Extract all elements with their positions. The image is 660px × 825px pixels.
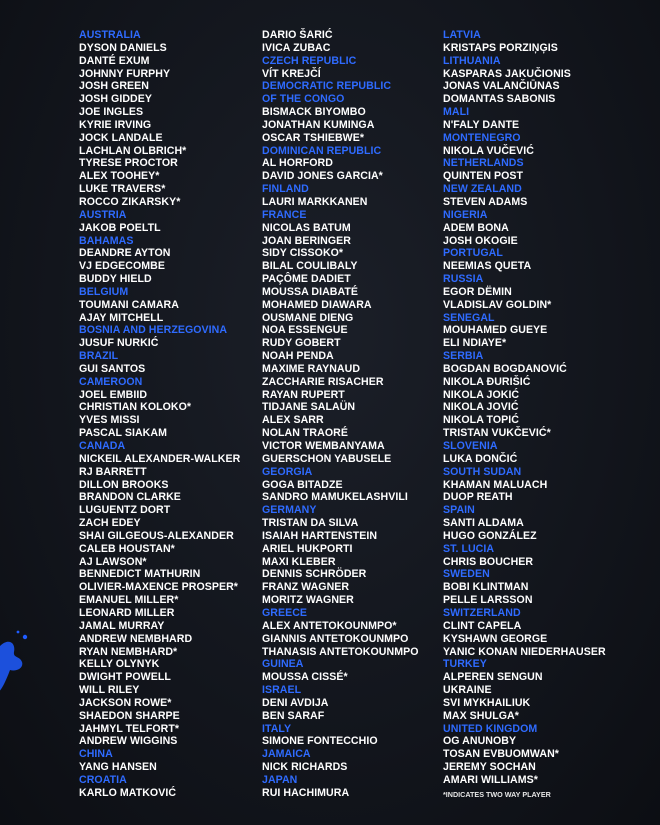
player-name: SHAI GILGEOUS-ALEXANDER [79,529,234,542]
country-heading: ISRAEL [262,684,302,697]
player-name: OSCAR TSHIEBWE* [262,131,364,144]
player-name: EMANUEL MILLER* [79,594,179,607]
player-name: PAÇÔME DADIET [262,273,351,286]
player-name: KASPARAS JAKUČIONIS [443,67,571,80]
player-name: NEEMIAS QUETA [443,260,532,273]
player-name: RYAN NEMBHARD* [79,645,178,658]
player-name: DOMANTAS SABONIS [443,93,556,106]
player-name: IVICA ZUBAC [262,41,331,54]
country-heading: RUSSIA [443,273,484,286]
player-name: NIKOLA TOPIĆ [443,414,519,427]
country-heading: SERBIA [443,350,484,363]
player-name: MOHAMED DIAWARA [262,298,372,311]
player-name: RAYAN RUPERT [262,388,345,401]
two-way-player-footnote: *INDICATES TWO WAY PLAYER [443,789,551,799]
player-name: GOGA BITADZE [262,478,343,491]
country-column-3 [443,29,606,801]
player-name: MAXIME RAYNAUD [262,362,361,375]
player-name: ALEX SARR [262,414,324,427]
country-heading: SENEGAL [443,311,495,324]
country-heading: NEW ZEALAND [443,183,522,196]
player-name: BOGDAN BOGDANOVIĆ [443,362,567,375]
player-name: GUI SANTOS [79,362,146,375]
player-name: SVI MYKHAILIUK [443,696,531,709]
player-name: JACKSON ROWE* [79,696,172,709]
country-heading: GERMANY [262,504,317,517]
player-name: VICTOR WEMBANYAMA [262,440,385,452]
player-name: JEREMY SOCHAN [443,761,536,774]
player-name: NIKOLA ĐURIŠIĆ [443,375,531,388]
country-column-1 [79,29,240,800]
player-name: SANDRO MAMUKELASHVILI [262,491,408,504]
player-name: NICK RICHARDS [262,761,348,774]
country-heading: BELGIUM [79,285,129,298]
player-name: OG ANUNOBY [443,735,517,748]
player-name: LUKE TRAVERS* [79,183,166,196]
player-name: DYSON DANIELS [79,41,167,54]
player-name: JOHNNY FURPHY [79,67,171,80]
country-heading: CAMEROON [79,375,143,388]
country-heading: MALI [443,106,470,119]
country-heading: DOMINICAN REPUBLIC [262,144,382,157]
player-name: SIDY CISSOKO* [262,247,344,260]
country-heading: NIGERIA [443,208,488,221]
player-name: TYRESE PROCTOR [79,157,178,170]
country-heading: BRAZIL [79,350,119,363]
player-name: NOA ESSENGUE [262,324,348,337]
country-heading: GUINEA [262,658,304,671]
player-name: ROCCO ZIKARSKY* [79,195,181,208]
country-heading: SOUTH SUDAN [443,465,522,478]
player-name: JOSH GREEN [79,80,149,93]
player-name: FRANZ WAGNER [262,581,350,594]
player-name: GIANNIS ANTETOKOUNMPO [262,632,409,645]
player-name: TIDJANE SALAÜN [262,401,356,414]
player-name: AJ LAWSON* [79,555,147,568]
country-heading: TURKEY [443,658,487,671]
player-name: ALPEREN SENGUN [443,671,543,684]
player-name: RUDY GOBERT [262,337,341,350]
player-name: BUDDY HIELD [79,273,152,286]
player-name: JUSUF NURKIĆ [79,337,159,350]
player-name: DUOP REATH [443,491,513,504]
country-heading: AUSTRIA [79,208,127,221]
country-heading: CANADA [79,440,126,452]
player-name: KHAMAN MALUACH [443,478,548,491]
player-name: SHAEDON SHARPE [79,709,180,722]
player-name: LUKA DONČIĆ [443,452,518,465]
player-name: OUSMANE DIENG [262,311,354,324]
player-name: AJAY MITCHELL [79,311,164,324]
player-name: BRANDON CLARKE [79,491,181,504]
player-name: DENNIS SCHRÖDER [262,568,367,581]
player-name: TRISTAN VUKČEVIĆ* [443,427,551,440]
player-name: JOAN BERINGER [262,234,351,247]
country-heading: CHINA [79,748,113,761]
player-name: ZACCHARIE RISACHER [262,375,384,388]
player-name: KRISTAPS PORZIŅĢIS [443,41,558,54]
player-name: LEONARD MILLER [79,606,175,619]
player-name: ISAIAH HARTENSTEIN [262,529,378,542]
player-name: KELLY OLYNYK [79,658,160,671]
country-heading: JAMAICA [262,748,311,761]
player-name: NIKOLA VUČEVIĆ [443,144,534,157]
country-heading: CZECH REPUBLIC [262,54,357,67]
player-name: AMARI WILLIAMS* [443,773,538,786]
player-name: JONATHAN KUMINGA [262,118,375,131]
player-name: ALEX TOOHEY* [79,170,160,183]
player-name: NIKOLA JOKIĆ [443,388,520,401]
country-heading: FINLAND [262,183,309,196]
player-name: TOUMANI CAMARA [79,298,179,311]
country-heading: CROATIA [79,773,127,786]
player-name: CHRISTIAN KOLOKO* [79,401,192,414]
player-name: THANASIS ANTETOKOUNMPO [262,645,419,658]
country-heading: PORTUGAL [443,247,503,260]
player-name: MOUSSA CISSÉ* [262,671,348,684]
player-name: CLINT CAPELA [443,619,522,632]
player-name: NICKEIL ALEXANDER-WALKER [79,452,241,465]
country-heading: FRANCE [262,208,307,221]
country-heading: LITHUANIA [443,54,501,67]
player-name: JOSH GIDDEY [79,93,152,106]
country-heading: NETHERLANDS [443,157,524,170]
player-name: JOE INGLES [79,106,144,119]
country-heading: GREECE [262,606,308,619]
country-heading: ST. LUCIA [443,542,495,555]
player-name: SIMONE FONTECCHIO [262,735,378,748]
player-name: HUGO GONZÁLEZ [443,529,537,542]
player-name: NOLAN TRAORÉ [262,427,348,440]
player-name: KARLO MATKOVIĆ [79,786,177,799]
player-name: CHRIS BOUCHER [443,555,534,568]
player-name: ARIEL HUKPORTI [262,542,353,555]
country-heading: LATVIA [443,29,481,41]
player-name: YANIC KONAN NIEDERHAUSER [443,645,606,658]
player-name: MAX SHULGA* [443,709,519,722]
country-column-2 [262,29,418,800]
paint-splash-decoration [0,628,34,698]
country-heading: ITALY [262,722,292,735]
player-name: CALEB HOUSTAN* [79,542,175,555]
player-name: N'FALY DANTE [443,118,520,131]
player-name: SANTI ALDAMA [443,517,524,530]
country-heading: GEORGIA [262,465,313,478]
player-name: ALEX ANTETOKOUNMPO* [262,619,397,632]
player-name: TRISTAN DA SILVA [262,517,359,530]
country-heading: JAPAN [262,773,298,786]
player-name: ELI NDIAYE* [443,337,507,350]
player-name: DANTÉ EXUM [79,54,150,67]
player-name: KYRIE IRVING [79,118,152,131]
player-name: OLIVIER-MAXENCE PROSPER* [79,581,238,594]
player-name: JAMAL MURRAY [79,619,165,632]
player-name: VJ EDGECOMBE [79,260,165,273]
player-name: LAURI MARKKANEN [262,195,368,208]
player-name: GUERSCHON YABUSELE [262,452,392,465]
player-name: DEANDRE AYTON [79,247,171,260]
player-name: ANDREW WIGGINS [79,735,178,748]
player-name: DWIGHT POWELL [79,671,171,684]
player-name: MOUHAMED GUEYE [443,324,548,337]
player-name: EGOR DËMIN [443,285,512,298]
player-name: LUGUENTZ DORT [79,504,171,517]
player-name: KYSHAWN GEORGE [443,632,548,645]
player-name: BENNEDICT MATHURIN [79,568,201,581]
player-name: ANDREW NEMBHARD [79,632,193,645]
player-name: BILAL COULIBALY [262,260,358,273]
player-name: NOAH PENDA [262,350,334,363]
country-heading: UNITED KINGDOM [443,722,538,735]
player-name: YANG HANSEN [79,761,157,774]
player-name: MOUSSA DIABATÉ [262,285,359,298]
player-name: DILLON BROOKS [79,478,169,491]
player-name: PASCAL SIAKAM [79,427,167,440]
player-name: BISMACK BIYOMBO [262,106,366,119]
player-name: QUINTEN POST [443,170,524,183]
player-name: JOSH OKOGIE [443,234,518,247]
player-name: TOSAN EVBUOMWAN* [443,748,559,761]
player-name: VLADISLAV GOLDIN* [443,298,552,311]
player-name: RUI HACHIMURA [262,786,350,799]
country-heading: UKRAINE [443,684,492,697]
player-name: BEN SARAF [262,709,325,722]
player-name: DAVID JONES GARCIA* [262,170,383,183]
country-heading: BOSNIA AND HERZEGOVINA [79,324,228,337]
player-name: MAXI KLEBER [262,555,336,568]
player-name: DENI AVDIJA [262,696,329,709]
player-name: JOEL EMBIID [79,388,148,401]
player-name: NICOLAS BATUM [262,221,351,234]
country-heading: SWEDEN [443,568,490,581]
country-heading: DEMOCRATIC REPUBLIC [262,80,392,93]
player-name: NIKOLA JOVIĆ [443,401,519,414]
player-name: BOBI KLINTMAN [443,581,529,594]
player-name: JONAS VALANČIŪNAS [443,80,560,93]
country-heading: SPAIN [443,504,475,517]
player-name: WILL RILEY [79,684,140,697]
country-heading: BAHAMAS [79,234,134,247]
player-name: PELLE LARSSON [443,594,533,607]
player-name: DARIO ŠARIĆ [262,29,333,41]
player-name: ADEM BONA [443,221,509,234]
player-name: YVES MISSI [79,414,140,427]
country-heading: SWITZERLAND [443,606,521,619]
player-name: RJ BARRETT [79,465,147,478]
player-name: ZACH EDEY [79,517,141,530]
country-heading: MONTENEGRO [443,131,521,144]
player-name: STEVEN ADAMS [443,195,528,208]
player-name: JAKOB POELTL [79,221,161,234]
player-name: JAHMYL TELFORT* [79,722,180,735]
country-heading: SLOVENIA [443,440,498,452]
player-name: AL HORFORD [262,157,333,170]
country-heading: OF THE CONGO [262,93,345,106]
player-name: VÍT KREJČÍ [262,67,321,80]
player-name: LACHLAN OLBRICH* [79,144,187,157]
player-name: JOCK LANDALE [79,131,163,144]
player-name: MORITZ WAGNER [262,594,354,607]
country-heading: AUSTRALIA [79,29,141,41]
